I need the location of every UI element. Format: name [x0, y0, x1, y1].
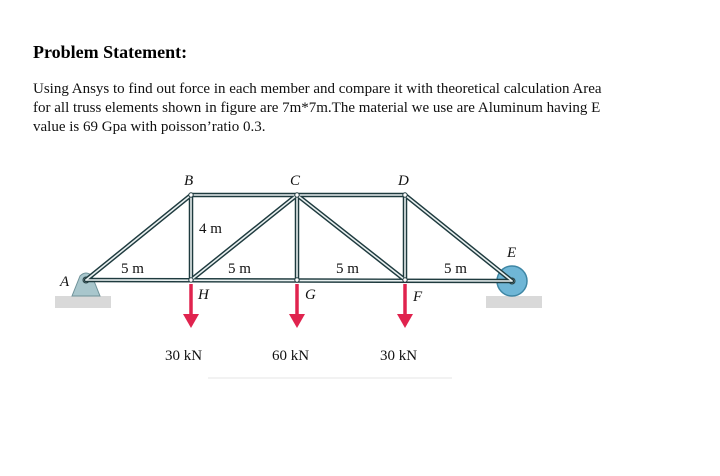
statement-line-3: value is 69 Gpa with poisson’ratio 0.3.	[33, 119, 266, 135]
load-arrowhead-G-icon	[289, 314, 305, 328]
ground-left	[55, 296, 111, 308]
load-arrowhead-H-icon	[183, 314, 199, 328]
joint-label-H: H	[198, 287, 209, 303]
joint-D	[403, 193, 407, 197]
joint-label-G: G	[305, 287, 316, 303]
pin-support-icon	[72, 273, 100, 296]
joint-label-D: D	[398, 173, 409, 189]
dimension-span-4: 5 m	[444, 261, 467, 277]
dimension-span-1: 5 m	[121, 261, 144, 277]
dimension-span-3: 5 m	[336, 261, 359, 277]
joint-label-A: A	[60, 274, 70, 290]
problem-heading: Problem Statement:	[33, 42, 188, 62]
joint-label-B: B	[184, 173, 194, 189]
dimension-span-2: 5 m	[228, 261, 251, 277]
ground-right	[486, 296, 542, 308]
joint-label-C: C	[290, 173, 301, 189]
joint-G	[295, 278, 299, 282]
statement-line-2: for all truss elements shown in figure are 7m*7m.The material we use are Aluminum having E	[33, 100, 601, 116]
load-arrowhead-F-icon	[397, 314, 413, 328]
load-label-H: 30 kN	[165, 348, 203, 364]
joint-C	[295, 193, 299, 197]
load-label-F: 30 kN	[380, 348, 418, 364]
dimension-height: 4 m	[199, 221, 222, 237]
joint-label-E: E	[507, 245, 517, 261]
load-label-G: 60 kN	[272, 348, 310, 364]
joint-label-F: F	[413, 289, 423, 305]
joint-H	[189, 278, 193, 282]
statement-line-1: Using Ansys to find out force in each member and compare it with theoretical calculation Area	[33, 81, 602, 97]
joint-B	[189, 193, 193, 197]
joint-F	[403, 278, 407, 282]
